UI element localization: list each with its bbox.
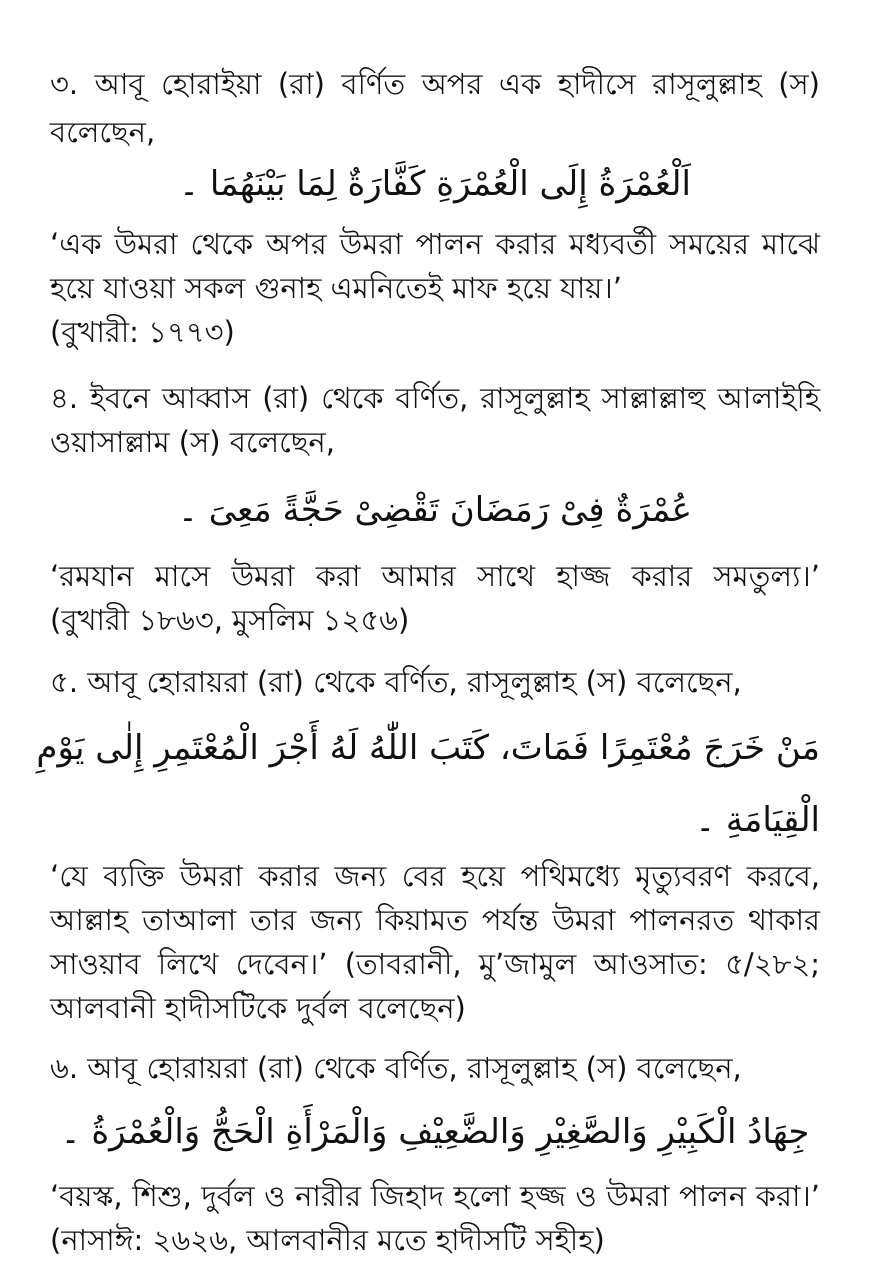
hadith-6-translation: ‘বয়স্ক, শিশু, দুর্বল ও নারীর জিহাদ হলো হজ্জ ও উমরা পালন করা।’ — [50, 1179, 820, 1213]
hadith-3-intro: ৩. আবূ হোরাইয়া (রা) বর্ণিত অপর এক হাদীসে রাসূলুল্লাহ (স) — [50, 67, 820, 101]
hadith-4-reference: (বুখারী ১৮৬৩, মুসলিম ১২৫৬) — [50, 603, 410, 637]
hadith-5-arabic: مَنْ خَرَجَ مُعْتَمِرًا فَمَاتَ، كَتَبَ اللّٰهُ لَهُ أَجْرَ الْمُعْتَمِرِ إِلٰى يَوْمِ — [36, 728, 820, 768]
hadith-3-translation-cont: হয়ে যাওয়া সকল গুনাহ এমনিতেই মাফ হয়ে যায়।’ — [50, 271, 622, 305]
hadith-5-arabic-cont: الْقِيَامَةِ ۔ — [695, 800, 820, 840]
hadith-5-translation: ‘যে ব্যক্তি উমরা করার জন্য বের হয়ে পথিমধ্যে মৃত্যুবরণ করবে, — [50, 859, 820, 893]
hadith-5-intro: ৫. আবূ হোরায়রা (রা) থেকে বর্ণিত, রাসূলুল্লাহ (স) বলেছেন, — [50, 665, 742, 699]
hadith-6-arabic: جِهَادُ الْكَبِيْرِ وَالصَّغِيْرِ وَالضَّعِيْفِ وَالْمَرْأَةِ الْحَجُّ وَالْعُمْرَةُ ۔ — [60, 1112, 810, 1152]
hadith-3-reference: (বুখারী: ১৭৭৩) — [50, 315, 235, 349]
hadith-3-translation: ‘এক উমরা থেকে অপর উমরা পালন করার মধ্যবর্তী সময়ের মাঝে — [50, 227, 820, 261]
hadith-4-intro-cont: ওয়াসাল্লাম (স) বলেছেন, — [50, 425, 335, 459]
hadith-5-note: আলবানী হাদীসটিকে দুর্বল বলেছেন) — [50, 991, 466, 1025]
hadith-5-translation-cont-2: সাওয়াব লিখে দেবেন।’ (তাবরানী, মু’জামুল আওসাত: ৫/২৮২; — [50, 947, 820, 981]
hadith-4-arabic: عُمْرَةٌ فِىْ رَمَضَانَ تَقْضِىْ حَجَّةً مَعِىَ ۔ — [178, 490, 692, 530]
hadith-4-translation: ‘রমযান মাসে উমরা করা আমার সাথে হাজ্জ করার সমতুল্য।’ — [50, 559, 820, 593]
hadith-6-intro: ৬. আবূ হোরায়রা (রা) থেকে বর্ণিত, রাসূলুল্লাহ (স) বলেছেন, — [50, 1051, 742, 1085]
hadith-3-intro-cont: বলেছেন, — [50, 115, 156, 149]
hadith-3-arabic: اَلْعُمْرَةُ إِلَى الْعُمْرَةِ كَفَّارَةٌ لِمَا بَيْنَهُمَا ۔ — [179, 164, 691, 204]
hadith-6-reference: (নাসাঈ: ২৬২৬, আলবানীর মতে হাদীসটি সহীহ) — [50, 1223, 605, 1257]
hadith-5-translation-cont-1: আল্লাহ তাআলা তার জন্য কিয়ামত পর্যন্ত উমরা পালনরত থাকার — [50, 903, 820, 937]
hadith-4-intro: ৪. ইবনে আব্বাস (রা) থেকে বর্ণিত, রাসূলুল্লাহ সাল্লাল্লাহু আলাইহি — [50, 381, 820, 415]
